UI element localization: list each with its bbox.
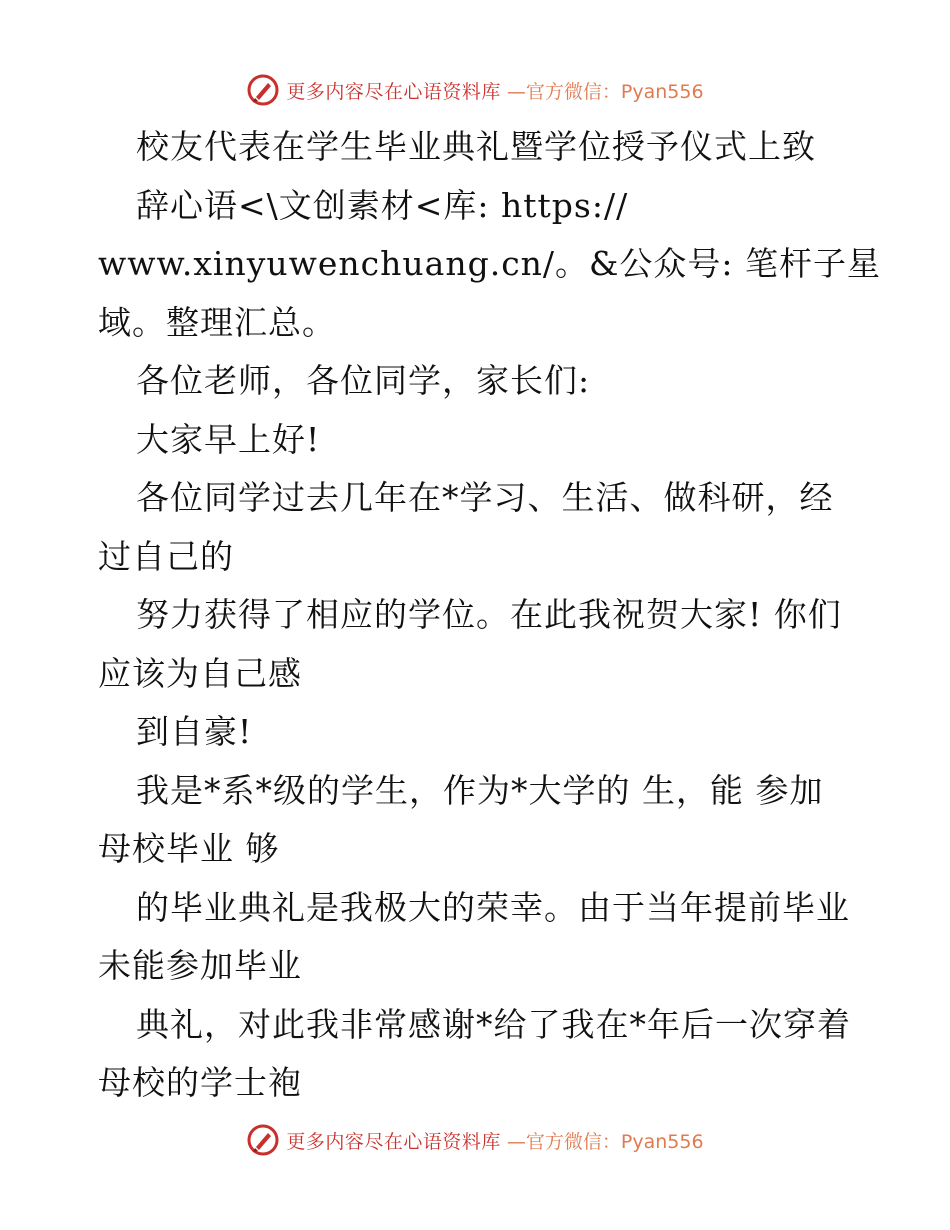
text-line: 过自己的 [98, 536, 234, 576]
text-line: 域。整理汇总。 [98, 302, 336, 342]
text-line: 到自豪! [136, 712, 253, 751]
text-line: 各位老师，各位同学，家长们: [136, 361, 591, 400]
pen-seal-icon [246, 73, 280, 107]
text-line: 母校的学士袍 [98, 1063, 302, 1102]
text-line: 未能参加毕业 [98, 946, 302, 985]
text-line: 大家早上好! [136, 419, 321, 459]
text-line: 我是*系*级的学生，作为*大学的 生，能 参加 [136, 770, 824, 810]
header-banner [0, 70, 950, 110]
document-body [98, 118, 882, 1113]
header-brand-text: 更多内容尽在心语资料库 [286, 80, 501, 103]
text-line: 母校毕业 够 [98, 829, 280, 868]
text-line: www.xinyuwenchuang.cn/。&公众号: 笔杆子星 [98, 244, 882, 283]
text-line: 典礼，对此我非常感谢*给了我在*年后一次穿着 [136, 1004, 851, 1044]
text-line: 努力获得了相应的学位。在此我祝贺大家! 你们 [136, 595, 842, 634]
pen-seal-icon [246, 1123, 280, 1157]
text-line: 校友代表在学生毕业典礼暨学位授予仪式上致 [136, 127, 816, 166]
footer-banner [0, 1120, 950, 1160]
text-line: 的毕业典礼是我极大的荣幸。由于当年提前毕业 [136, 887, 850, 927]
text-line: 各位同学过去几年在*学习、生活、做科研，经 [136, 478, 834, 517]
footer-brand-text: 更多内容尽在心语资料库 [286, 1130, 501, 1153]
header-contact-text: —官方微信：Pyan556 [506, 80, 704, 103]
text-line: 辞心语<\文创素材<库: https:// [136, 185, 629, 225]
text-line: 应该为自己感 [98, 653, 302, 693]
footer-contact-text: —官方微信：Pyan556 [506, 1130, 704, 1153]
